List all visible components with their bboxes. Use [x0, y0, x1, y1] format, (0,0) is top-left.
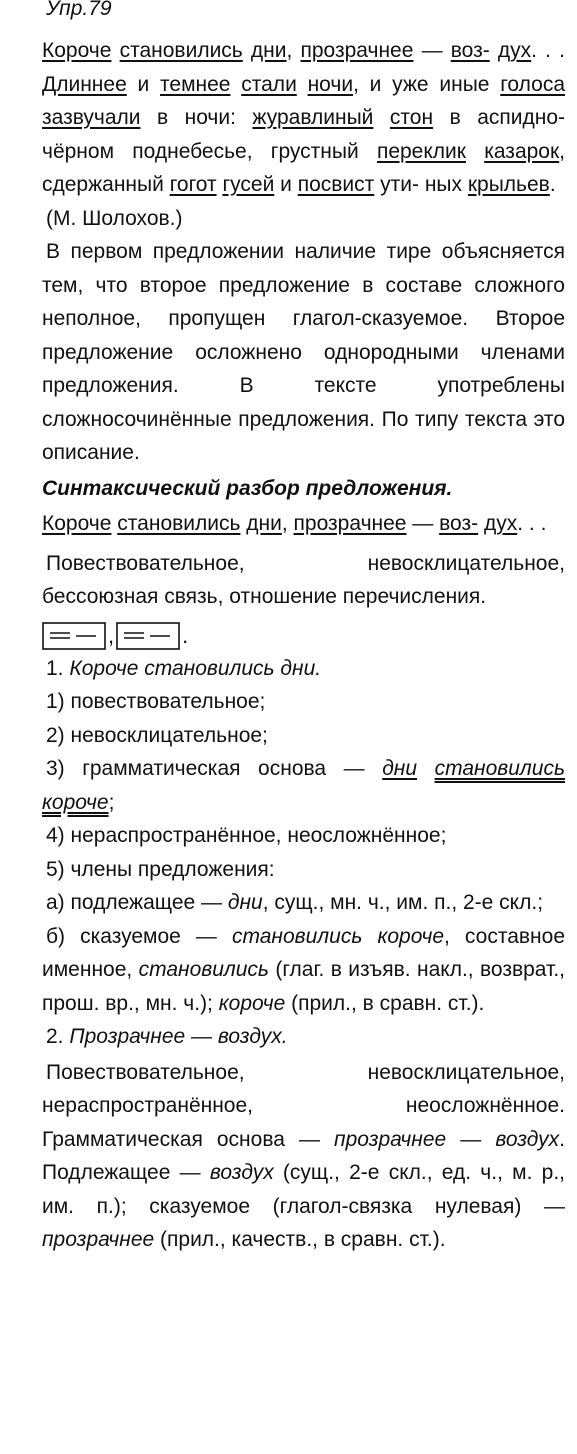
- section-heading: Синтаксический разбор предложения.: [42, 476, 453, 500]
- text: ,: [281, 512, 294, 535]
- text: (сущ., 2-е скл., ед. ч., м. р., им. п.); сказуемое (глагол-связка нулевая) —: [42, 1161, 566, 1218]
- scheme-end: .: [182, 622, 189, 648]
- text: . Подлежащее —: [42, 1127, 565, 1184]
- word: гусей: [222, 173, 275, 196]
- word: воздух: [209, 1161, 274, 1184]
- part1-header: [42, 652, 565, 686]
- word: голоса: [500, 72, 565, 96]
- word: Короче: [42, 39, 112, 62]
- word: Короче: [42, 512, 112, 535]
- text: и: [274, 173, 298, 196]
- word: дни: [250, 39, 287, 62]
- text: и: [126, 72, 161, 96]
- text: .: [549, 173, 556, 196]
- exercise-text: [42, 34, 565, 202]
- text: , составное именное,: [42, 924, 565, 981]
- text: а) подлежащее —: [46, 891, 228, 914]
- exercise-title: Упр.79: [46, 0, 112, 20]
- text: 3) грамматическая основа —: [46, 757, 383, 780]
- part1-item-5: 5) члены предложения:: [46, 857, 275, 881]
- text: в аспидно-чёрном поднебесье, грустный: [42, 106, 566, 163]
- word: темнее: [160, 72, 231, 96]
- word: гогот: [169, 173, 217, 196]
- analysis-paragraph: В первом предложении наличие тире объясняется тем, что второе предложение в составе сложного неполное, пропущен глагол-сказуемое. Второе предложение осложнено однородными членами предложения. В тексте употреблены сложносочинённые предложения. По типу текста это описание.: [42, 240, 565, 464]
- word: дух: [483, 512, 518, 535]
- parsed-sentence: [42, 507, 565, 541]
- text: (прил., в сравн. ст.).: [285, 991, 485, 1015]
- part-sentence: Прозрачнее — воздух.: [69, 1025, 288, 1048]
- word: становились: [117, 512, 241, 535]
- text: (прил., качеств., в сравн. ст.).: [154, 1228, 446, 1251]
- text: б) сказуемое —: [46, 924, 232, 948]
- word: воз-: [450, 39, 490, 62]
- text: иные: [439, 72, 501, 96]
- author-attribution: (М. Шолохов.): [46, 206, 183, 230]
- word: крыльев: [467, 173, 550, 196]
- word: короче: [42, 790, 109, 814]
- text: —: [406, 512, 440, 535]
- word: дни: [382, 757, 418, 780]
- word: становились: [138, 958, 269, 981]
- text: , сдержанный: [42, 139, 566, 196]
- text: Повествовательное, невосклицательное, нераспространённое, неосложнённое. Грамматическая основа —: [42, 1060, 565, 1151]
- word: прозрачнее: [293, 512, 407, 535]
- word: прозрачнее — воздух: [334, 1127, 560, 1151]
- text: . . .: [531, 39, 565, 62]
- word: становились: [434, 757, 565, 780]
- part1-item-3: [42, 752, 565, 819]
- sentence-type: Повествовательное, невосклицательное, бессоюзная связь, отношение перечисления.: [42, 551, 565, 608]
- text: ути-: [374, 173, 419, 196]
- word: посвист: [297, 173, 375, 196]
- word: стон: [389, 106, 434, 129]
- word: зазвучали: [42, 106, 141, 129]
- word: стали: [241, 72, 297, 96]
- word: становились короче: [231, 924, 444, 948]
- word: становились: [119, 39, 243, 62]
- part1-item-4: 4) нераспространённое, неосложнённое;: [46, 824, 447, 847]
- part-number: 1.: [46, 656, 70, 680]
- part-sentence: Короче становились дни.: [69, 656, 322, 680]
- text: в ночи:: [140, 106, 253, 129]
- part1-item: 2) невосклицательное;: [46, 723, 268, 747]
- text: —: [413, 39, 451, 62]
- word: Длиннее: [42, 72, 127, 96]
- word: прозрачнее: [300, 39, 414, 62]
- text: ;: [108, 790, 115, 814]
- word: журавлиный: [252, 106, 374, 129]
- scheme-box-1: [42, 622, 106, 650]
- part2-header: [42, 1020, 565, 1054]
- part1-item: 1) повествовательное;: [46, 690, 266, 713]
- word: дни: [227, 891, 263, 914]
- text: . . .: [517, 512, 547, 535]
- word: дух: [497, 39, 532, 62]
- word: короче: [218, 991, 286, 1015]
- text: , сущ., мн. ч., им. п., 2-е скл.;: [262, 891, 544, 914]
- part1-item-a: [42, 886, 565, 920]
- scheme-box-2: [116, 622, 180, 650]
- scheme-separator: ,: [108, 622, 115, 648]
- word: ночи: [307, 72, 354, 96]
- part2-paragraph: [42, 1056, 565, 1257]
- word: переклик: [376, 139, 466, 163]
- text: ных: [424, 173, 468, 196]
- text: , и уже: [353, 72, 429, 96]
- part-number: 2.: [46, 1025, 70, 1048]
- word: воз-: [439, 512, 479, 535]
- part1-item-b: [42, 920, 565, 1021]
- sentence-scheme: [42, 614, 565, 650]
- text: ,: [286, 39, 301, 62]
- word: дни: [246, 512, 282, 535]
- word: казарок: [484, 139, 560, 163]
- text: (глаг. в изъяв. накл., возврат., прош. вр., мн. ч.);: [42, 958, 565, 1015]
- word: прозрачнее: [42, 1228, 155, 1251]
